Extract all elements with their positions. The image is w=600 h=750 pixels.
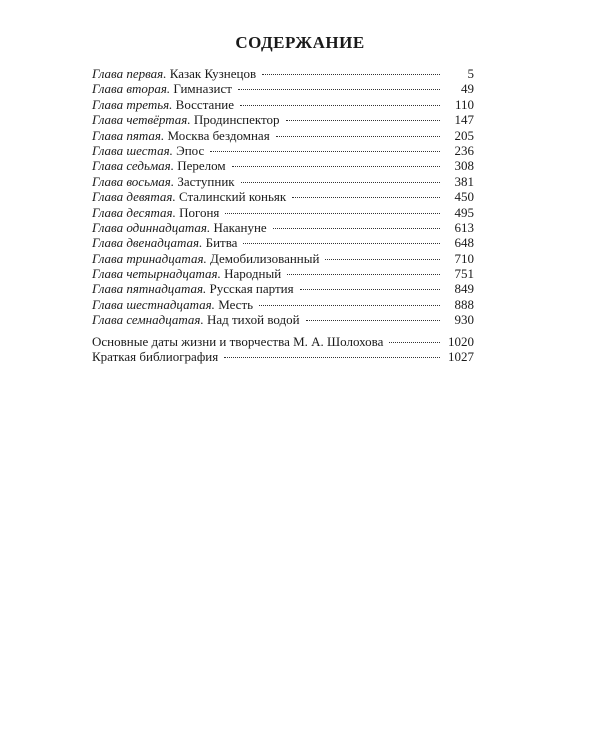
chapter-title: Перелом xyxy=(177,158,226,174)
chapter-list xyxy=(92,66,474,328)
toc-entry[interactable] xyxy=(92,189,474,204)
chapter-title: Восстание xyxy=(175,96,235,112)
page-number: 381 xyxy=(454,173,474,189)
dot-leader xyxy=(300,289,440,290)
chapter-number: Глава семнадцатая. xyxy=(92,312,204,328)
entry-title: Основные даты жизни и творчества М. А. Шолохова xyxy=(92,334,384,349)
toc-entry[interactable] xyxy=(92,66,474,81)
page-number: 751 xyxy=(454,266,474,282)
entry-label xyxy=(92,97,234,112)
toc-entry[interactable] xyxy=(92,281,474,296)
chapter-title: Продинспектор xyxy=(193,112,280,128)
chapter-number: Глава девятая. xyxy=(92,189,176,205)
entry-label xyxy=(92,81,232,96)
entry-label xyxy=(92,158,226,173)
appendix-list xyxy=(92,334,474,365)
dot-leader xyxy=(276,136,440,137)
chapter-title: Эпос xyxy=(176,142,205,158)
toc-entry[interactable] xyxy=(92,235,474,250)
chapter-title: Демобилизованный xyxy=(210,250,320,266)
chapter-title: Сталинский коньяк xyxy=(178,189,287,205)
chapter-title: Русская партия xyxy=(209,281,294,297)
chapter-number: Глава седьмая. xyxy=(92,158,174,174)
entry-label xyxy=(92,128,270,143)
chapter-number: Глава вторая. xyxy=(92,81,171,97)
entry-label xyxy=(92,312,300,327)
dot-leader xyxy=(325,259,440,260)
chapter-number: Глава тринадцатая. xyxy=(92,250,207,266)
page-number: 613 xyxy=(454,219,474,235)
page-number: 308 xyxy=(454,158,474,174)
chapter-title: Казак Кузнецов xyxy=(169,66,257,81)
toc-entry[interactable] xyxy=(92,334,474,349)
dot-leader xyxy=(241,182,440,183)
toc-entry[interactable] xyxy=(92,205,474,220)
dot-leader xyxy=(259,305,440,306)
page-number: 236 xyxy=(454,142,474,158)
chapter-number: Глава шестнадцатая. xyxy=(92,296,215,312)
dot-leader xyxy=(389,342,440,343)
dot-leader xyxy=(210,151,440,152)
toc-entry[interactable] xyxy=(92,266,474,281)
entry-label xyxy=(92,189,286,204)
page-number: 849 xyxy=(454,281,474,297)
page-number: 110 xyxy=(454,96,474,112)
page-number: 495 xyxy=(454,204,474,220)
dot-leader xyxy=(224,357,440,358)
toc-entry[interactable] xyxy=(92,81,474,96)
page-number: 205 xyxy=(454,127,474,143)
chapter-title: Гимназист xyxy=(173,81,232,97)
dot-leader xyxy=(225,213,440,214)
dot-leader xyxy=(273,228,440,229)
chapter-number: Глава шестая. xyxy=(92,142,173,158)
chapter-number: Глава десятая. xyxy=(92,204,176,220)
page-number: 710 xyxy=(454,250,474,266)
entry-label xyxy=(92,220,267,235)
entry-label xyxy=(92,281,294,296)
dot-leader xyxy=(262,74,440,75)
chapter-title: Погоня xyxy=(179,204,220,220)
page-number: 5 xyxy=(467,66,474,81)
entry-label xyxy=(92,174,235,189)
page-number: 648 xyxy=(454,235,474,251)
entry-label xyxy=(92,251,319,266)
dot-leader xyxy=(232,166,440,167)
page-number: 49 xyxy=(461,81,474,97)
chapter-title: Народный xyxy=(224,266,282,282)
entry-label xyxy=(92,235,237,250)
chapter-number: Глава четвёртая. xyxy=(92,112,191,128)
contents-heading: СОДЕРЖАНИЕ xyxy=(235,33,365,52)
chapter-number: Глава восьмая. xyxy=(92,173,175,189)
entry-label xyxy=(92,143,204,158)
entry-label xyxy=(92,112,280,127)
toc-entry[interactable] xyxy=(92,349,474,364)
toc-entry[interactable] xyxy=(92,112,474,127)
dot-leader xyxy=(286,120,440,121)
toc-entry[interactable] xyxy=(92,158,474,173)
chapter-title: Москва бездомная xyxy=(167,127,270,143)
dot-leader xyxy=(243,243,440,244)
chapter-number: Глава третья. xyxy=(92,96,173,112)
toc-entry[interactable] xyxy=(92,220,474,235)
dot-leader xyxy=(238,89,440,90)
chapter-number: Глава одиннадцатая. xyxy=(92,219,211,235)
entry-label xyxy=(92,66,256,81)
toc-entry[interactable] xyxy=(92,312,474,327)
dot-leader xyxy=(240,105,440,106)
chapter-title: Над тихой водой xyxy=(206,312,300,328)
entry-label xyxy=(92,297,253,312)
page-number: 888 xyxy=(454,296,474,312)
chapter-title: Месть xyxy=(218,296,254,312)
chapter-number: Глава четырнадцатая. xyxy=(92,266,221,282)
chapter-title: Накануне xyxy=(213,219,267,235)
page-number: 1027 xyxy=(448,349,474,365)
dot-leader xyxy=(292,197,440,198)
chapter-title: Заступник xyxy=(177,173,235,189)
dot-leader xyxy=(287,274,440,275)
chapter-number: Глава пятая. xyxy=(92,127,165,143)
page-number: 450 xyxy=(454,189,474,205)
entry-label xyxy=(92,205,219,220)
toc-entry[interactable] xyxy=(92,297,474,312)
toc-entry[interactable] xyxy=(92,174,474,189)
toc-entry[interactable] xyxy=(92,143,474,158)
page-number: 930 xyxy=(454,312,474,328)
page-number: 1020 xyxy=(448,334,474,349)
entry-label xyxy=(92,266,281,281)
toc-entry[interactable] xyxy=(92,97,474,112)
chapter-number: Глава пятнадцатая. xyxy=(92,281,207,297)
chapter-number: Глава первая. xyxy=(92,66,167,81)
toc-entry[interactable] xyxy=(92,251,474,266)
page-number: 147 xyxy=(454,112,474,128)
chapter-title: Битва xyxy=(205,235,238,251)
entry-title: Краткая библиография xyxy=(92,349,219,365)
toc-entry[interactable] xyxy=(92,128,474,143)
chapter-number: Глава двенадцатая. xyxy=(92,235,203,251)
dot-leader xyxy=(306,320,440,321)
